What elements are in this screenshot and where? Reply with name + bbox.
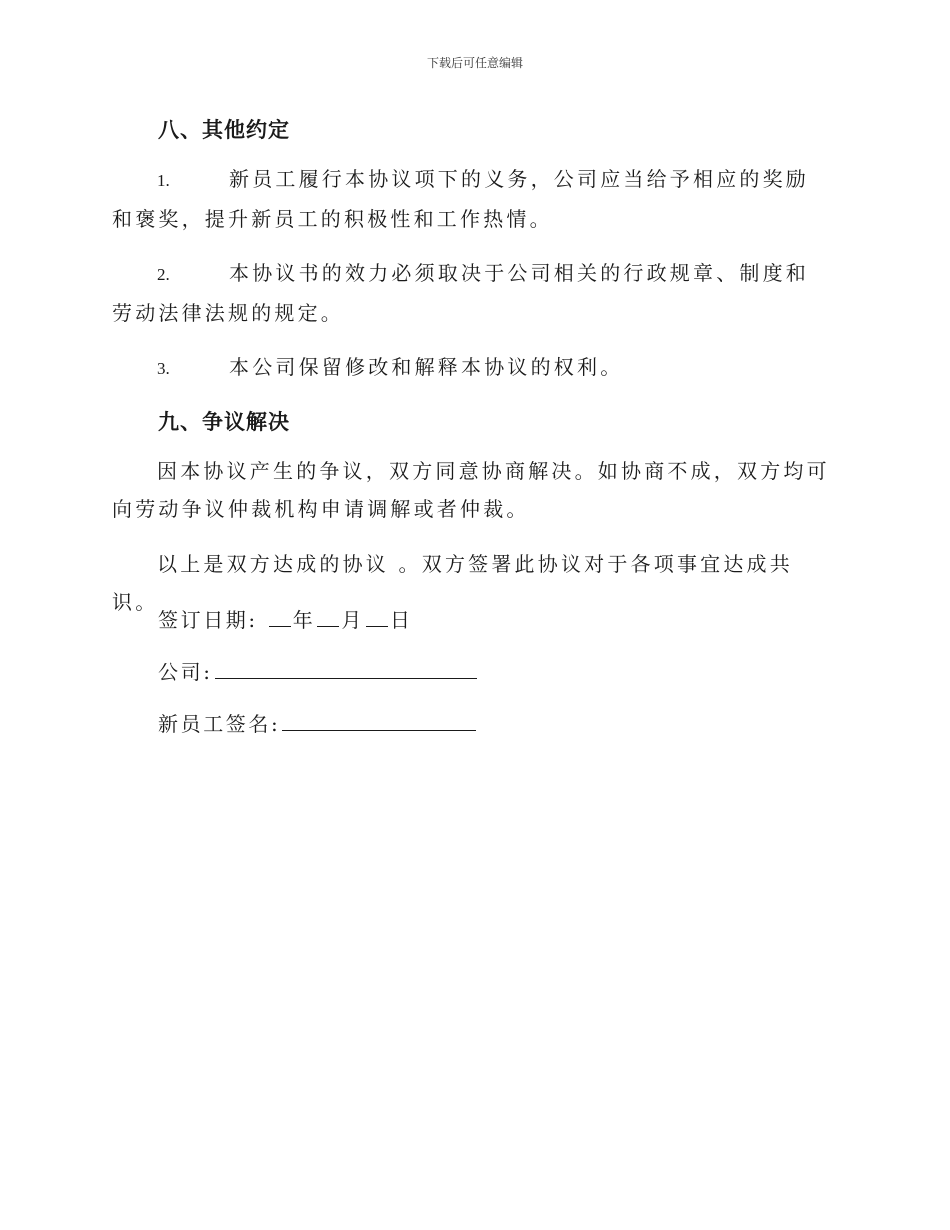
employee-signature-line bbox=[158, 708, 478, 737]
clause-2-text: 本协议书的效力必须取决于公司相关的行政规章、制度和劳动法律法规的规定。 bbox=[112, 261, 809, 325]
section-9-title: 九、争议解决 bbox=[158, 409, 290, 434]
year-blank bbox=[269, 606, 291, 627]
clause-1 bbox=[112, 160, 832, 238]
clause-2-number: 2. bbox=[157, 265, 170, 284]
employee-signature-blank bbox=[282, 710, 476, 731]
dispute-paragraph: 因本协议产生的争议，双方同意协商解决。如协商不成，双方均可向劳动争议仲裁机构申请调解或者仲裁。 bbox=[112, 459, 830, 521]
clause-3-number: 3. bbox=[157, 359, 170, 378]
employee-signature-label: 新员工签名: bbox=[158, 712, 281, 736]
clause-3 bbox=[112, 348, 832, 388]
company-label: 公司: bbox=[158, 660, 213, 684]
section-8-title: 八、其他约定 bbox=[158, 117, 290, 142]
page-header: 下载后可任意编辑 bbox=[426, 56, 523, 70]
company-signature-blank bbox=[215, 658, 477, 679]
clause-2 bbox=[112, 254, 832, 332]
day-blank bbox=[366, 606, 388, 627]
company-line bbox=[158, 656, 479, 685]
signing-date-label: 签订日期: bbox=[158, 608, 258, 632]
month-blank bbox=[317, 606, 339, 627]
month-label: 月 bbox=[341, 608, 364, 632]
day-label: 日 bbox=[389, 608, 413, 632]
clause-1-number: 1. bbox=[157, 171, 170, 190]
clause-3-text: 本公司保留修改和解释本协议的权利。 bbox=[229, 355, 624, 379]
closing-paragraph: 以上是双方达成的协议 。双方签署此协议对于各项事宜达成共识。 bbox=[112, 552, 793, 614]
clause-1-text: 新员工履行本协议项下的义务，公司应当给予相应的奖励和褒奖，提升新员工的积极性和工作热情。 bbox=[112, 167, 809, 231]
signing-date-line bbox=[158, 604, 413, 633]
year-label: 年 bbox=[292, 608, 316, 632]
